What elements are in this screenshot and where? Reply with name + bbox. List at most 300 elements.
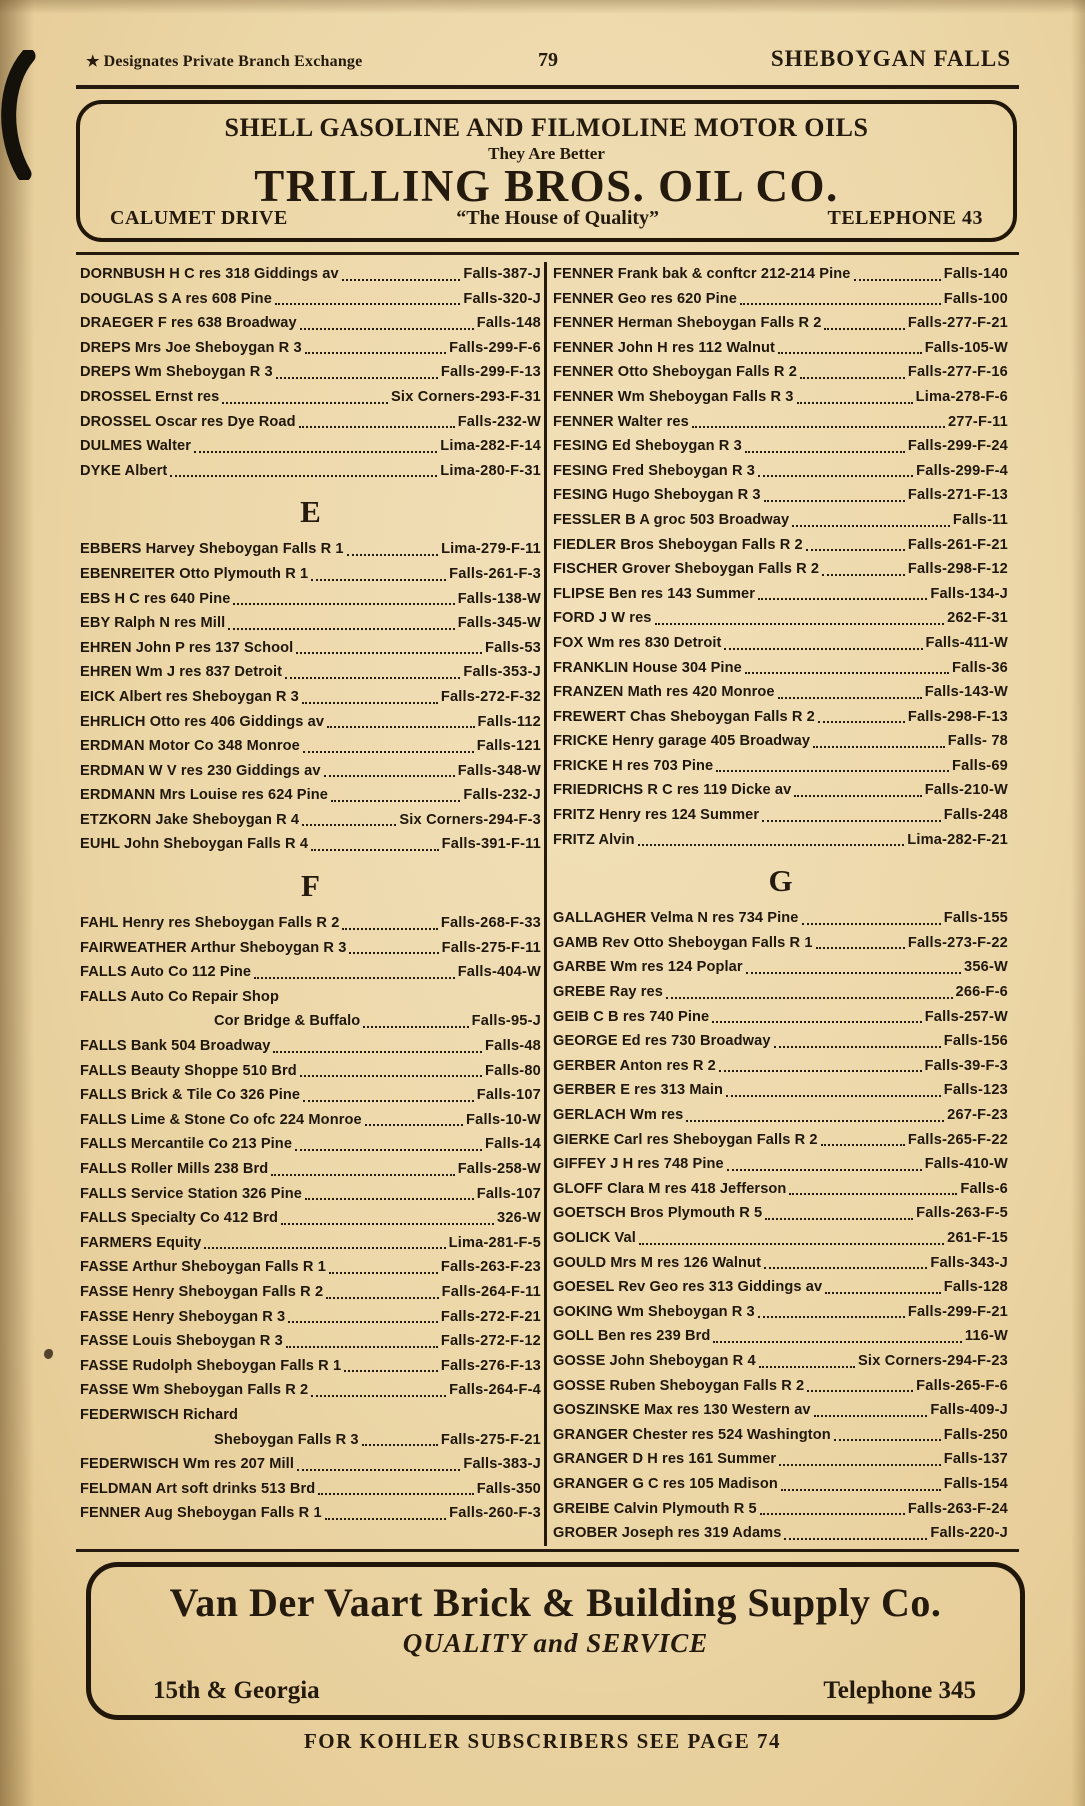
entry-phone: Falls-210-W (924, 782, 1008, 799)
entry-name: GERBER Anton res R 2 (553, 1057, 716, 1074)
entry-phone: Falls-36 (952, 659, 1008, 676)
directory-entry (553, 1054, 1008, 1079)
directory-entry (553, 483, 1008, 508)
directory-entry (80, 960, 541, 985)
directory-entry (80, 1083, 541, 1108)
entry-name: DULMES Walter (80, 438, 192, 455)
entry-name: FALLS Bank 504 Broadway (80, 1038, 271, 1055)
dot-leader (778, 697, 922, 699)
entry-name: FENNER Aug Sheboygan Falls R 1 (80, 1505, 322, 1522)
entry-name: FREWERT Chas Sheboygan Falls R 2 (553, 708, 815, 725)
entry-phone: Falls-263-F-5 (916, 1205, 1008, 1222)
entry-phone: Falls-232-W (457, 413, 541, 430)
entry-name: FESING Hugo Sheboygan R 3 (553, 487, 761, 504)
entry-name: FARMERS Equity (80, 1234, 202, 1251)
entry-name: GRANGER G C res 105 Madison (553, 1475, 778, 1492)
entry-name: EICK Albert res Sheboygan R 3 (80, 688, 299, 705)
entry-phone: Falls-409-J (930, 1402, 1008, 1419)
directory-entry (80, 537, 541, 562)
entry-name: FALLS Auto Co Repair Shop (80, 988, 279, 1005)
entry-name: GERLACH Wm res (553, 1107, 684, 1123)
entry-name: FESING Ed Sheboygan R 3 (553, 438, 742, 455)
ad-slogan: QUALITY and SERVICE (402, 1628, 709, 1658)
dot-leader (765, 1218, 913, 1220)
dot-leader (296, 652, 482, 654)
entry-name: FENNER Otto Sheboygan Falls R 2 (553, 364, 797, 381)
directory-entry (553, 1300, 1008, 1325)
directory-entry (553, 1423, 1008, 1448)
star-icon: ★ (86, 54, 100, 70)
entry-phone: Falls-411-W (925, 634, 1008, 651)
trilling-bros-ad (76, 100, 1017, 242)
entry-name: GOLL Ben res 239 Brd (553, 1328, 711, 1345)
directory-entry (80, 832, 541, 857)
entry-name: EUHL John Sheboygan Falls R 4 (80, 836, 309, 853)
entry-phone: Falls-138-W (457, 590, 541, 607)
dot-leader (325, 1518, 447, 1520)
dot-leader (813, 746, 945, 748)
entry-phone: Falls-299-F-4 (916, 462, 1008, 479)
directory-entry (553, 1226, 1008, 1251)
entry-phone: Falls-258-W (457, 1161, 541, 1177)
directory-entry (553, 980, 1008, 1005)
entry-phone: Falls-100 (943, 290, 1008, 307)
entry-phone: 326-W (497, 1210, 541, 1227)
dot-leader (724, 648, 922, 650)
entry-name: FEDERWISCH Wm res 207 Mill (80, 1456, 294, 1473)
entry-phone: Falls-343-J (930, 1254, 1008, 1271)
dot-leader (170, 475, 437, 477)
directory-entry (80, 759, 541, 784)
entry-phone: Falls-264-F-4 (449, 1382, 541, 1399)
entry-phone: Falls-232-J (463, 787, 541, 804)
entry-name: DREPS Mrs Joe Sheboygan R 3 (80, 339, 302, 356)
entry-name: GIFFEY J H res 748 Pine (553, 1156, 724, 1173)
dot-leader (311, 849, 439, 851)
dot-leader (666, 997, 953, 999)
entry-name: DOUGLAS S A res 608 Pine (80, 290, 272, 307)
entry-name: FASSE Arthur Sheboygan Falls R 1 (80, 1259, 326, 1276)
entry-name: GRANGER Chester res 524 Washington (553, 1426, 831, 1443)
entry-phone: Lima-278-F-6 (915, 388, 1008, 405)
dot-leader (295, 1149, 482, 1151)
dot-leader (300, 328, 474, 330)
directory-entry (553, 931, 1008, 956)
dot-leader (303, 751, 474, 753)
directory-entry (80, 1452, 541, 1477)
entry-name: FRITZ Henry res 124 Summer (553, 807, 760, 824)
entry-name: EHREN Wm J res 837 Detroit (80, 664, 283, 681)
entry-phone: 277-F-11 (947, 413, 1008, 430)
entry-phone: Falls-95-J (471, 1013, 541, 1030)
entry-phone: Falls-11 (952, 511, 1008, 528)
directory-entry (553, 1374, 1008, 1399)
entry-name: FENNER Geo res 620 Pine (553, 290, 737, 307)
entry-name: FRITZ Alvin (553, 831, 635, 848)
dot-leader (719, 1070, 922, 1072)
directory-entry (80, 911, 541, 936)
entry-name: FENNER Herman Sheboygan Falls R 2 (553, 315, 822, 332)
directory-entry (80, 1403, 541, 1428)
entry-phone: Falls-348-W (457, 762, 541, 779)
dot-leader (288, 1321, 438, 1323)
directory-entry (80, 262, 541, 287)
entry-name: FALLS Brick & Tile Co 326 Pine (80, 1087, 301, 1104)
entry-phone: Six Corners-294-F-3 (399, 811, 541, 828)
dot-leader (324, 775, 455, 777)
directory-entry (553, 606, 1008, 631)
dot-leader (745, 672, 949, 674)
entry-name: EHREN John P res 137 School (80, 639, 294, 656)
kohler-note: FOR KOHLER SUBSCRIBERS SEE PAGE 74 (303, 1729, 782, 1753)
entry-name: DROSSEL Oscar res Dye Road (80, 413, 296, 430)
dot-leader (344, 1370, 438, 1372)
entry-name: FOX Wm res 830 Detroit (553, 634, 722, 651)
entry-name: GOSSE Ruben Sheboygan Falls R 2 (553, 1377, 805, 1394)
dot-leader (778, 352, 922, 354)
directory-entry (553, 360, 1008, 385)
dot-leader (726, 1095, 941, 1097)
directory-entry (553, 287, 1008, 312)
page-edge-shading-left (0, 0, 34, 1806)
entry-phone: Falls-404-W (457, 964, 541, 981)
entry-name: FEDERWISCH Richard (80, 1406, 239, 1423)
directory-entry (80, 808, 541, 833)
entry-name: FLIPSE Ben res 143 Summer (553, 585, 756, 602)
entry-name: GEORGE Ed res 730 Broadway (553, 1033, 771, 1050)
entry-name: FENNER Wm Sheboygan Falls R 3 (553, 388, 794, 405)
directory-entry (80, 1206, 541, 1231)
dot-leader (822, 574, 905, 576)
dot-leader (302, 824, 396, 826)
entry-phone: Falls-220-J (930, 1525, 1008, 1542)
dot-leader (727, 1169, 922, 1171)
entry-name: GEIB C B res 740 Pine (553, 1008, 710, 1025)
dot-leader (802, 923, 941, 925)
entry-phone: Falls-155 (943, 910, 1008, 927)
entry-name: FRANKLIN House 304 Pine (553, 659, 742, 676)
entry-name: EBBERS Harvey Sheboygan Falls R 1 (80, 541, 344, 558)
entry-name: GOLICK Val (553, 1229, 636, 1246)
directory-entry (80, 1428, 541, 1453)
entry-name: EBENREITER Otto Plymouth R 1 (80, 565, 309, 582)
entry-phone: Falls-272-F-12 (440, 1333, 541, 1350)
directory-entry (553, 434, 1008, 459)
dot-leader (271, 1174, 454, 1176)
dot-leader (311, 1395, 446, 1397)
directory-entry (553, 1398, 1008, 1423)
directory-entry (80, 1034, 541, 1059)
entry-name: GOKING Wm Sheboygan R 3 (553, 1303, 755, 1320)
entry-phone: Falls-299-F-21 (907, 1303, 1008, 1320)
dot-leader (746, 972, 961, 974)
entry-phone: Falls-275-F-11 (441, 939, 541, 956)
entry-phone: Falls-128 (943, 1279, 1008, 1296)
directory-entry (553, 705, 1008, 730)
entry-phone: Lima-282-F-14 (440, 438, 541, 455)
dot-leader (806, 549, 905, 551)
ad-company-name: Van Der Vaart Brick & Building Supply Co. (169, 1580, 942, 1625)
dot-leader (204, 1247, 445, 1249)
entry-name: FRIEDRICHS R C res 119 Dicke av (553, 782, 792, 799)
dot-leader (233, 603, 454, 605)
dot-leader (365, 1124, 463, 1126)
dot-leader (758, 1316, 905, 1318)
dot-leader (349, 952, 438, 954)
entry-name: FORD J W res (553, 610, 652, 627)
entry-name: DROSSEL Ernst res (80, 388, 220, 405)
ad-address: 15th & Georgia (153, 1677, 320, 1704)
entry-name: GIERKE Carl res Sheboygan Falls R 2 (553, 1131, 818, 1148)
entry-phone: Falls-143-W (924, 684, 1008, 701)
entry-phone: Falls-265-F-22 (907, 1131, 1008, 1148)
directory-entry (80, 1477, 541, 1502)
dot-leader (792, 525, 950, 527)
entry-phone: Lima-279-F-11 (441, 541, 541, 558)
entry-name: FALLS Service Station 326 Pine (80, 1185, 302, 1202)
entry-phone: Falls-391-F-11 (441, 836, 541, 853)
entry-phone: Six Corners-293-F-31 (391, 388, 541, 405)
directory-entry (80, 587, 541, 612)
entry-name: FALLS Lime & Stone Co ofc 224 Monroe (80, 1111, 362, 1128)
directory-entry (553, 778, 1008, 803)
dot-leader (779, 1464, 941, 1466)
directory-entry (553, 459, 1008, 484)
directory-entry (80, 1108, 541, 1133)
entry-phone: Falls-148 (476, 315, 541, 332)
entry-name: GRANGER D H res 161 Summer (553, 1451, 777, 1468)
directory-entry (553, 1275, 1008, 1300)
page-edge-shading-right (1071, 0, 1085, 1806)
directory-entry (553, 828, 1008, 853)
entry-name: FAIRWEATHER Arthur Sheboygan R 3 (80, 939, 347, 956)
entry-phone: Falls-140 (943, 266, 1008, 282)
entry-name: FRICKE Henry garage 405 Broadway (553, 733, 811, 750)
dot-leader (194, 451, 437, 453)
entry-name: FESSLER B A groc 503 Broadway (553, 511, 790, 528)
directory-entry (80, 385, 541, 410)
directory-entry (80, 636, 541, 661)
dot-leader (686, 1120, 944, 1122)
entry-name: GERBER E res 313 Main (553, 1082, 723, 1099)
entry-phone: Falls-276-F-13 (440, 1357, 541, 1374)
section-letter-f: F (301, 868, 320, 904)
entry-phone: Falls-107 (476, 1185, 541, 1202)
entry-name: FRANZEN Math res 420 Monroe (553, 684, 775, 701)
entry-name: GARBE Wm res 124 Poplar (553, 959, 743, 976)
dot-leader (285, 677, 460, 679)
directory-entry (553, 754, 1008, 779)
directory-entry (553, 508, 1008, 533)
dot-leader (299, 426, 455, 428)
entry-name: ERDMANN Mrs Louise res 624 Pine (80, 787, 329, 804)
entry-name: Sheboygan Falls R 3 (214, 1431, 359, 1448)
dot-leader (814, 1415, 928, 1417)
directory-entry (80, 360, 541, 385)
entry-name: FISCHER Grover Sheboygan Falls R 2 (553, 561, 820, 578)
directory-entry (553, 557, 1008, 582)
directory-entry (80, 1255, 541, 1280)
ad-address: CALUMET DRIVE (110, 207, 288, 229)
ad-tagline: “The House of Quality” (456, 207, 660, 229)
entry-phone: Falls-260-F-3 (449, 1505, 541, 1522)
entry-name: GALLAGHER Velma N res 734 Pine (553, 910, 799, 927)
directory-entry (80, 1501, 541, 1526)
dot-leader (824, 328, 904, 330)
directory-entry (553, 803, 1008, 828)
directory-entry (80, 1132, 541, 1157)
dot-leader (713, 1341, 961, 1343)
dot-leader (305, 1198, 474, 1200)
directory-entry (80, 287, 541, 312)
entry-name: DREPS Wm Sheboygan R 3 (80, 364, 273, 381)
entry-phone: 261-F-15 (947, 1229, 1008, 1246)
directory-entry (80, 562, 541, 587)
directory-entry (80, 1059, 541, 1084)
directory-entry (553, 582, 1008, 607)
entry-phone: Falls-154 (943, 1475, 1008, 1492)
dot-leader (302, 702, 438, 704)
page-number: 79 (538, 49, 558, 71)
directory-entry (80, 1182, 541, 1207)
directory-entry (553, 1472, 1008, 1497)
directory-entry (553, 631, 1008, 656)
dot-leader (342, 279, 461, 281)
dot-leader (789, 1193, 957, 1195)
entry-phone: Falls-268-F-33 (440, 915, 541, 932)
directory-bottom-rule (76, 1549, 1019, 1552)
entry-phone: Lima-281-F-5 (448, 1234, 541, 1251)
directory-entry (553, 1128, 1008, 1153)
dot-leader (716, 770, 949, 772)
entry-name: EBS H C res 640 Pine (80, 590, 231, 607)
entry-phone: Falls-248 (943, 807, 1008, 824)
entry-name: GREBE Ray res (553, 984, 663, 1001)
dot-leader (834, 1439, 941, 1441)
dot-leader (297, 1469, 460, 1471)
entry-name: FALLS Roller Mills 238 Brd (80, 1161, 269, 1177)
dot-leader (638, 844, 905, 846)
entry-phone: Falls-261-F-21 (907, 536, 1008, 553)
dot-leader (362, 1444, 438, 1446)
dot-leader (276, 377, 438, 379)
entry-name: FALLS Auto Co 112 Pine (80, 964, 252, 981)
entry-phone: Falls-121 (476, 738, 541, 755)
directory-entry (80, 459, 541, 484)
pbx-note-text: Designates Private Branch Exchange (103, 53, 363, 70)
entry-phone: Falls-53 (485, 639, 541, 656)
entry-phone: Falls-112 (477, 713, 541, 730)
directory-entry (80, 936, 541, 961)
entry-phone: Falls-271-F-13 (907, 487, 1008, 504)
entry-phone: Falls-387-J (463, 266, 541, 282)
directory-entry (80, 1231, 541, 1256)
directory-entry (80, 734, 541, 759)
entry-phone: Falls-250 (943, 1426, 1008, 1443)
entry-phone: Falls-277-F-21 (907, 315, 1008, 332)
directory-entry (80, 985, 541, 1010)
entry-name: FASSE Louis Sheboygan R 3 (80, 1333, 283, 1350)
entry-name: FENNER Frank bak & conftcr 212-214 Pine (553, 266, 851, 282)
entry-phone: Falls-383-J (463, 1456, 541, 1473)
entry-phone: Falls-320-J (463, 290, 541, 307)
directory-entry (80, 783, 541, 808)
directory-columns (80, 262, 1019, 1546)
entry-phone: Falls- 78 (947, 733, 1008, 750)
entry-phone: Falls-14 (485, 1136, 541, 1153)
entry-phone: Falls-263-F-23 (440, 1259, 541, 1276)
dot-leader (781, 1489, 941, 1491)
entry-phone: Falls-299-F-13 (440, 364, 541, 381)
dot-leader (254, 977, 455, 979)
entry-phone: Falls-137 (943, 1451, 1008, 1468)
entry-name: GREIBE Calvin Plymouth R 5 (553, 1500, 757, 1517)
dot-leader (363, 1026, 468, 1028)
directory-entry (80, 1157, 541, 1182)
directory-entry (80, 1280, 541, 1305)
ink-speck (44, 1349, 53, 1359)
entry-name: FASSE Henry Sheboygan R 3 (80, 1308, 286, 1325)
dot-leader (816, 947, 905, 949)
directory-entry (553, 955, 1008, 980)
page-edge-shading-top (0, 0, 1085, 14)
directory-entry (553, 656, 1008, 681)
entry-phone: Falls-10-W (466, 1111, 541, 1128)
entry-phone: Lima-282-F-21 (907, 831, 1008, 848)
binding-mark (0, 50, 38, 185)
dot-leader (222, 402, 388, 404)
van-der-vaart-ad (86, 1562, 1025, 1720)
section-letter-e: E (300, 494, 321, 530)
entry-name: DORNBUSH H C res 318 Giddings av (80, 266, 339, 282)
directory-top-rule (76, 252, 1019, 255)
entry-name: FESING Fred Sheboygan R 3 (553, 462, 755, 479)
dot-leader (818, 721, 905, 723)
dot-leader (342, 928, 437, 930)
entry-name: Cor Bridge & Buffalo (214, 1013, 361, 1030)
entry-name: ETZKORN Jake Sheboygan R 4 (80, 811, 300, 828)
directory-entry (80, 1305, 541, 1330)
directory-entry (80, 410, 541, 435)
directory-entry (553, 729, 1008, 754)
section-letter-g: G (768, 863, 793, 899)
directory-entry (80, 1009, 541, 1034)
dot-leader (760, 1513, 905, 1515)
directory-entry (553, 1251, 1008, 1276)
entry-phone: Falls-299-F-6 (449, 339, 541, 356)
entry-name: GOETSCH Bros Plymouth R 5 (553, 1205, 763, 1222)
entry-phone: Falls-39-F-3 (924, 1057, 1008, 1074)
entry-name: DYKE Albert (80, 462, 168, 479)
entry-name: ERDMAN Motor Co 348 Monroe (80, 738, 300, 755)
ad-footer-row (110, 207, 983, 230)
column-left (80, 262, 541, 1546)
ad-company-name: TRILLING BROS. OIL CO. (254, 161, 839, 211)
dot-leader (854, 279, 941, 281)
entry-name: EBY Ralph N res Mill (80, 615, 226, 632)
directory-entry (80, 685, 541, 710)
directory-entry (553, 1078, 1008, 1103)
directory-entry (80, 336, 541, 361)
directory-entry (553, 1005, 1008, 1030)
entry-phone: Falls-156 (943, 1033, 1008, 1050)
directory-entry (80, 710, 541, 735)
dot-leader (745, 451, 905, 453)
dot-leader (286, 1346, 438, 1348)
directory-entry (80, 1354, 541, 1379)
dot-leader (275, 303, 460, 305)
dot-leader (764, 500, 905, 502)
